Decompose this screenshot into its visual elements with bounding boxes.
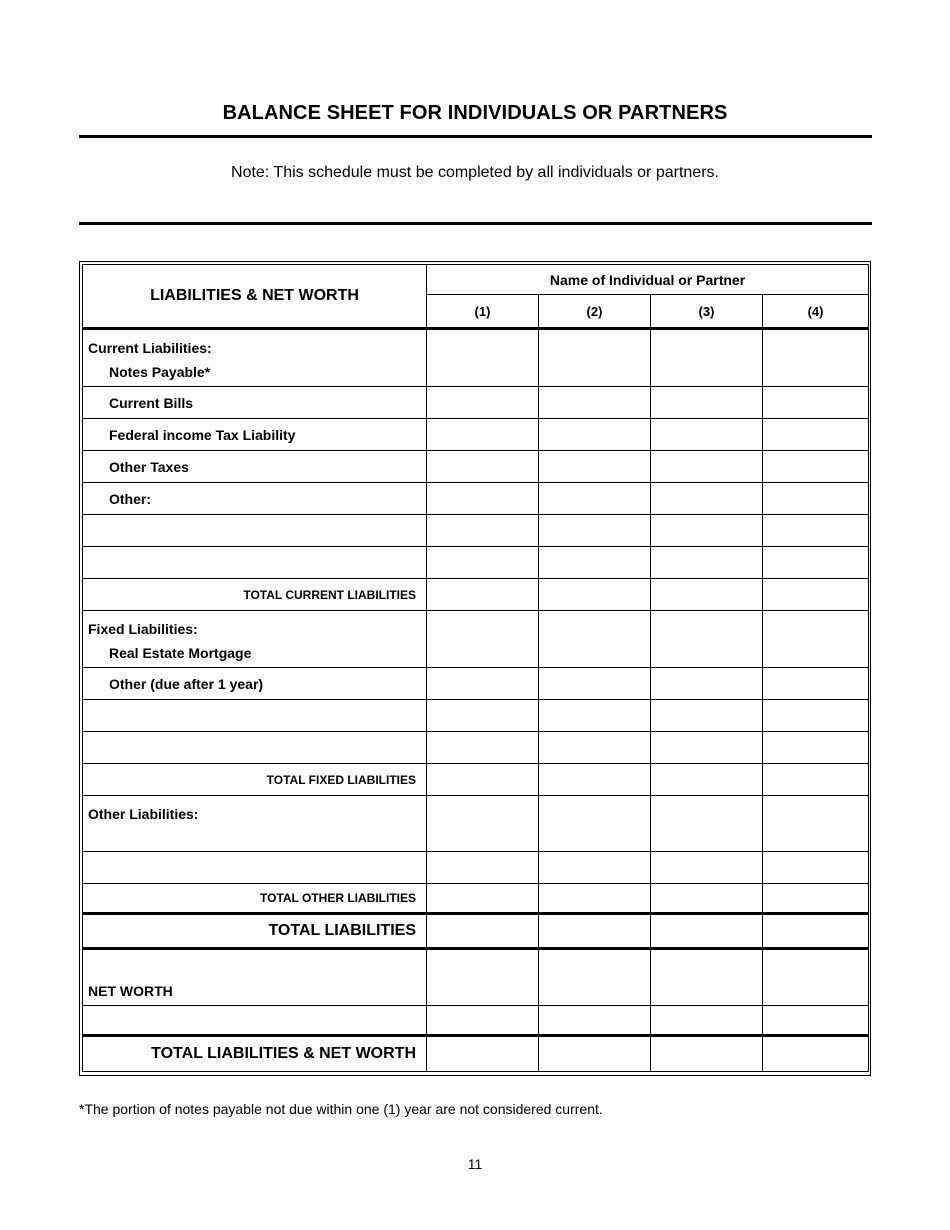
- table-row: [83, 668, 869, 700]
- table-header-row: [83, 265, 869, 295]
- entry-cell[interactable]: [539, 764, 651, 796]
- entry-cell[interactable]: [427, 884, 539, 914]
- blank-label-cell[interactable]: [83, 732, 427, 764]
- table-row: [83, 329, 869, 387]
- entry-cell[interactable]: [763, 579, 869, 611]
- entry-cell[interactable]: [763, 1036, 869, 1072]
- other-liabilities-heading: Other Liabilities:: [83, 796, 427, 852]
- entry-cell[interactable]: [763, 387, 869, 419]
- entry-cell[interactable]: [427, 1006, 539, 1036]
- table-row: [83, 515, 869, 547]
- entry-cell[interactable]: [539, 419, 651, 451]
- other-due-label: Other (due after 1 year): [83, 668, 427, 700]
- table-row: [83, 700, 869, 732]
- entry-cell[interactable]: [427, 483, 539, 515]
- entry-cell[interactable]: [651, 515, 763, 547]
- blank-label-cell[interactable]: [83, 700, 427, 732]
- column-header-2: (2): [539, 295, 651, 329]
- entry-cell[interactable]: [651, 764, 763, 796]
- table-row: [83, 547, 869, 579]
- table-row: [83, 732, 869, 764]
- table-row: [83, 852, 869, 884]
- entry-cell[interactable]: [651, 796, 763, 852]
- table-row: [83, 611, 869, 668]
- entry-cell[interactable]: [539, 668, 651, 700]
- entry-cell[interactable]: [763, 668, 869, 700]
- current-bills-label: Current Bills: [83, 387, 427, 419]
- entry-cell[interactable]: [651, 329, 763, 387]
- entry-cell[interactable]: [763, 884, 869, 914]
- entry-cell[interactable]: [651, 611, 763, 668]
- total-other-liabilities-label: TOTAL OTHER LIABILITIES: [83, 884, 427, 914]
- notes-payable-label: Notes Payable*: [109, 364, 211, 380]
- entry-cell[interactable]: [427, 329, 539, 387]
- entry-cell[interactable]: [651, 387, 763, 419]
- table-row: [83, 1006, 869, 1036]
- entry-cell[interactable]: [539, 914, 651, 949]
- note-divider: [79, 222, 872, 225]
- table-row: [83, 949, 869, 1006]
- entry-cell[interactable]: [651, 668, 763, 700]
- entry-cell[interactable]: [539, 884, 651, 914]
- table-row: [83, 451, 869, 483]
- entry-cell[interactable]: [763, 419, 869, 451]
- current-liabilities-heading: Current Liabilities:: [88, 340, 212, 356]
- total-current-liabilities-label: TOTAL CURRENT LIABILITIES: [83, 579, 427, 611]
- entry-cell[interactable]: [763, 547, 869, 579]
- schedule-note: Note: This schedule must be completed by all individuals or partners.: [231, 164, 719, 181]
- entry-cell[interactable]: [427, 579, 539, 611]
- entry-cell[interactable]: [427, 1036, 539, 1072]
- liabilities-table: [82, 264, 869, 1072]
- entry-cell[interactable]: [427, 668, 539, 700]
- entry-cell[interactable]: [427, 451, 539, 483]
- entry-cell[interactable]: [539, 611, 651, 668]
- entry-cell[interactable]: [427, 387, 539, 419]
- entry-cell[interactable]: [427, 547, 539, 579]
- entry-cell[interactable]: [427, 515, 539, 547]
- entry-cell[interactable]: [763, 700, 869, 732]
- net-worth-label: NET WORTH: [83, 949, 427, 1006]
- table-row: [83, 764, 869, 796]
- table-row: [83, 483, 869, 515]
- federal-tax-label: Federal income Tax Liability: [83, 419, 427, 451]
- entry-cell[interactable]: [763, 329, 869, 387]
- footnote: *The portion of notes payable not due within one (1) year are not considered current.: [79, 1101, 603, 1117]
- title-divider: [79, 135, 872, 138]
- entry-cell[interactable]: [763, 949, 869, 1006]
- entry-cell[interactable]: [763, 914, 869, 949]
- entry-cell[interactable]: [427, 611, 539, 668]
- entry-cell[interactable]: [763, 1006, 869, 1036]
- other-current-label: Other:: [83, 483, 427, 515]
- entry-cell[interactable]: [539, 852, 651, 884]
- fixed-liabilities-heading: Fixed Liabilities:: [88, 621, 198, 637]
- entry-cell[interactable]: [763, 451, 869, 483]
- entry-cell[interactable]: [427, 419, 539, 451]
- entry-cell[interactable]: [539, 329, 651, 387]
- entry-cell[interactable]: [763, 732, 869, 764]
- table-row: [83, 1036, 869, 1072]
- entry-cell[interactable]: [651, 547, 763, 579]
- other-taxes-label: Other Taxes: [83, 451, 427, 483]
- entry-cell[interactable]: [539, 949, 651, 1006]
- column-header-1: (1): [427, 295, 539, 329]
- entry-cell[interactable]: [651, 914, 763, 949]
- entry-cell[interactable]: [539, 547, 651, 579]
- entry-cell[interactable]: [651, 852, 763, 884]
- column-header-3: (3): [651, 295, 763, 329]
- entry-cell[interactable]: [651, 451, 763, 483]
- entry-cell[interactable]: [427, 796, 539, 852]
- column-header-4: (4): [763, 295, 869, 329]
- entry-cell[interactable]: [763, 852, 869, 884]
- table-row: [83, 387, 869, 419]
- entry-cell[interactable]: [763, 483, 869, 515]
- blank-label-cell[interactable]: [83, 1006, 427, 1036]
- entry-cell[interactable]: [539, 732, 651, 764]
- entry-cell[interactable]: [539, 451, 651, 483]
- total-fixed-liabilities-label: TOTAL FIXED LIABILITIES: [83, 764, 427, 796]
- entry-cell[interactable]: [539, 796, 651, 852]
- entry-cell[interactable]: [539, 700, 651, 732]
- entry-cell[interactable]: [539, 579, 651, 611]
- entry-cell[interactable]: [427, 852, 539, 884]
- entry-cell[interactable]: [763, 611, 869, 668]
- entry-cell[interactable]: [427, 764, 539, 796]
- entry-cell[interactable]: [427, 700, 539, 732]
- entry-cell[interactable]: [763, 764, 869, 796]
- total-liabilities-net-worth-label: TOTAL LIABILITIES & NET WORTH: [83, 1036, 427, 1072]
- header-liabilities-net-worth: LIABILITIES & NET WORTH: [83, 265, 427, 329]
- table-row: [83, 914, 869, 949]
- table-row: [83, 419, 869, 451]
- entry-cell[interactable]: [651, 1036, 763, 1072]
- entry-cell[interactable]: [539, 515, 651, 547]
- table-row: [83, 884, 869, 914]
- entry-cell[interactable]: [427, 914, 539, 949]
- blank-label-cell[interactable]: [83, 852, 427, 884]
- page-number: 11: [467, 1156, 483, 1172]
- entry-cell[interactable]: [539, 1036, 651, 1072]
- entry-cell[interactable]: [427, 732, 539, 764]
- entry-cell[interactable]: [651, 732, 763, 764]
- entry-cell[interactable]: [539, 387, 651, 419]
- entry-cell[interactable]: [763, 515, 869, 547]
- total-liabilities-label: TOTAL LIABILITIES: [83, 914, 427, 949]
- page-title: BALANCE SHEET FOR INDIVIDUALS OR PARTNERS: [222, 102, 728, 124]
- entry-cell[interactable]: [651, 579, 763, 611]
- entry-cell[interactable]: [427, 949, 539, 1006]
- entry-cell[interactable]: [763, 796, 869, 852]
- table-row: [83, 579, 869, 611]
- real-estate-mortgage-label: Real Estate Mortgage: [109, 645, 252, 661]
- blank-label-cell[interactable]: [83, 515, 427, 547]
- entry-cell[interactable]: [651, 419, 763, 451]
- entry-cell[interactable]: [651, 483, 763, 515]
- entry-cell[interactable]: [651, 949, 763, 1006]
- entry-cell[interactable]: [539, 1006, 651, 1036]
- entry-cell[interactable]: [651, 884, 763, 914]
- table-row: [83, 796, 869, 852]
- row-label-current-liabilities: [83, 329, 427, 387]
- entry-cell[interactable]: [651, 1006, 763, 1036]
- entry-cell[interactable]: [539, 483, 651, 515]
- header-name-of-partner: Name of Individual or Partner: [427, 265, 869, 295]
- blank-label-cell[interactable]: [83, 547, 427, 579]
- entry-cell[interactable]: [651, 700, 763, 732]
- row-label-fixed-liabilities: [83, 611, 427, 668]
